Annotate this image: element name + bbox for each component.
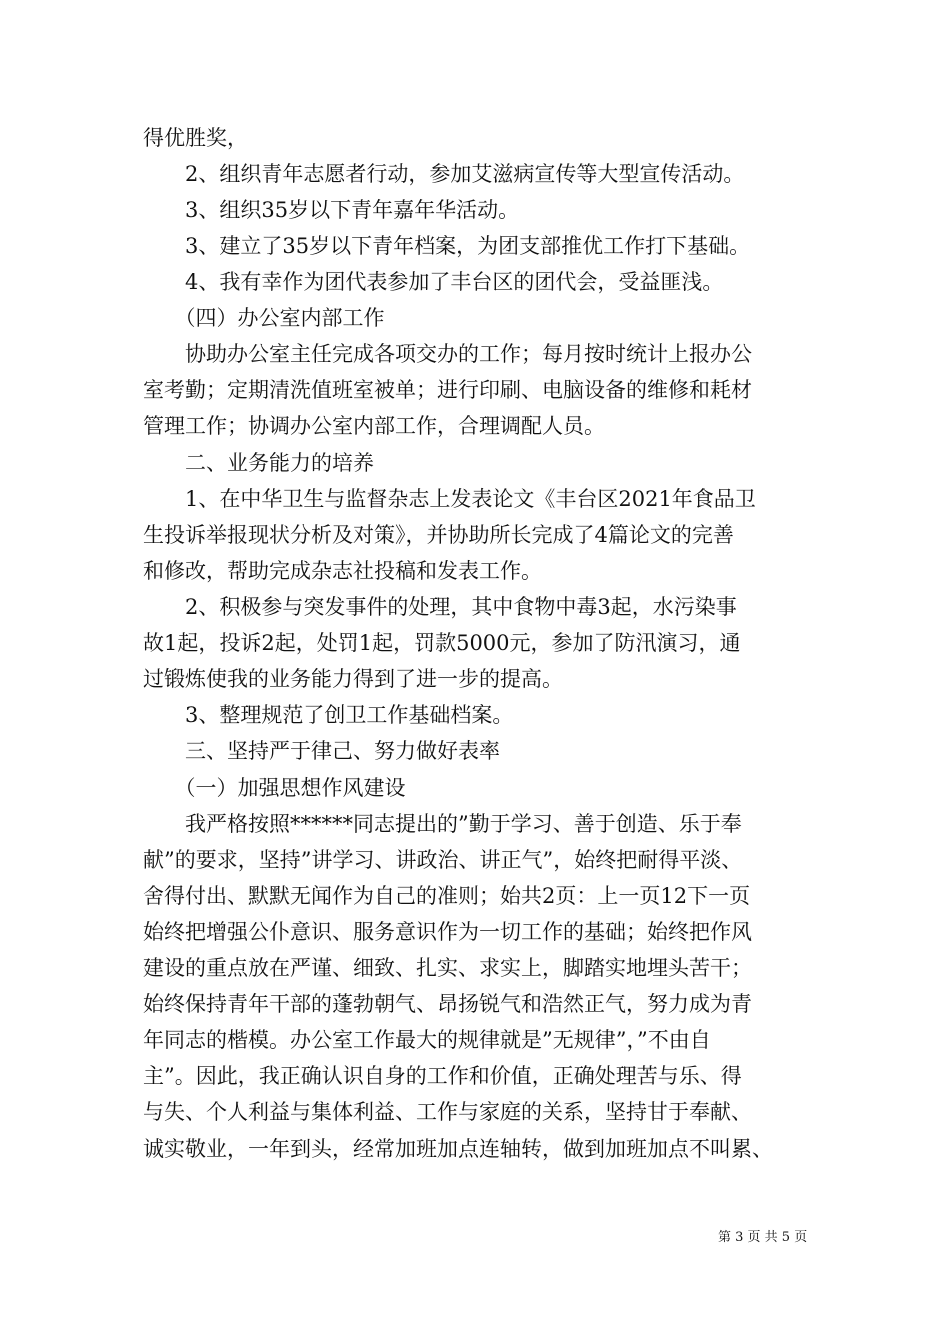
text-line: 生投诉举报现状分析及对策》，并协助所长完成了4篇论文的完善: [143, 523, 734, 547]
section-heading: （一）加强思想作风建设: [143, 776, 406, 800]
text-line: 过锻炼使我的业务能力得到了进一步的提高。: [143, 667, 563, 691]
text-line: 协助办公室主任完成各项交办的工作；每月按时统计上报办公: [143, 342, 752, 366]
text-line: 故1起，投诉2起，处罚1起，罚款5000元，参加了防汛演习，通: [143, 631, 741, 655]
section-heading: （四）办公室内部工作: [143, 306, 385, 330]
text-line: 我严格按照******同志提出的”勤于学习、善于创造、乐于奉: [143, 812, 742, 836]
text-line: 得优胜奖，: [143, 126, 248, 150]
text-line: 献”的要求，坚持”讲学习、讲政治、讲正气”，始终把耐得平淡、: [143, 848, 743, 872]
text-line: 2、组织青年志愿者行动，参加艾滋病宣传等大型宣传活动。: [143, 162, 745, 186]
text-line: 始终保持青年干部的蓬勃朝气、昂扬锐气和浩然正气，努力成为青: [143, 992, 752, 1016]
text-line: 3、整理规范了创卫工作基础档案。: [143, 703, 514, 727]
text-line: 主”。因此，我正确认识自身的工作和价值，正确处理苦与乐、得: [143, 1064, 742, 1088]
text-line: 与失、个人利益与集体利益、工作与家庭的关系，坚持甘于奉献、: [143, 1100, 752, 1124]
text-line: 年同志的楷模。办公室工作最大的规律就是”无规律”，”不由自: [143, 1028, 711, 1052]
text-line: 舍得付出、默默无闻作为自己的准则；始共2页：上一页12下一页: [143, 884, 751, 908]
text-line: 建设的重点放在严谨、细致、扎实、求实上，脚踏实地埋头苦干；: [143, 956, 752, 980]
text-line: 和修改，帮助完成杂志社投稿和发表工作。: [143, 559, 542, 583]
page-number-footer: 第 3 页 共 5 页: [718, 1230, 808, 1245]
text-line: 2、积极参与突发事件的处理，其中食物中毒3起，水污染事: [143, 595, 737, 619]
text-line: 室考勤；定期清洗值班室被单；进行印刷、电脑设备的维修和耗材: [143, 378, 752, 402]
text-line: 3、组织35岁以下青年嘉年华活动。: [143, 198, 520, 222]
text-line: 1、在中华卫生与监督杂志上发表论文《丰台区2021年食品卫: [143, 487, 756, 511]
section-heading: 三、坚持严于律己、努力做好表率: [143, 739, 500, 763]
section-heading: 二、业务能力的培养: [143, 451, 374, 475]
text-line: 诚实敬业，一年到头，经常加班加点连轴转，做到加班加点不叫累、: [143, 1137, 773, 1161]
text-line: 管理工作；协调办公室内部工作，合理调配人员。: [143, 414, 605, 438]
text-line: 始终把增强公仆意识、服务意识作为一切工作的基础；始终把作风: [143, 920, 752, 944]
text-line: 3、建立了35岁以下青年档案，为团支部推优工作打下基础。: [143, 234, 751, 258]
text-line: 4、我有幸作为团代表参加了丰台区的团代会，受益匪浅。: [143, 270, 724, 294]
